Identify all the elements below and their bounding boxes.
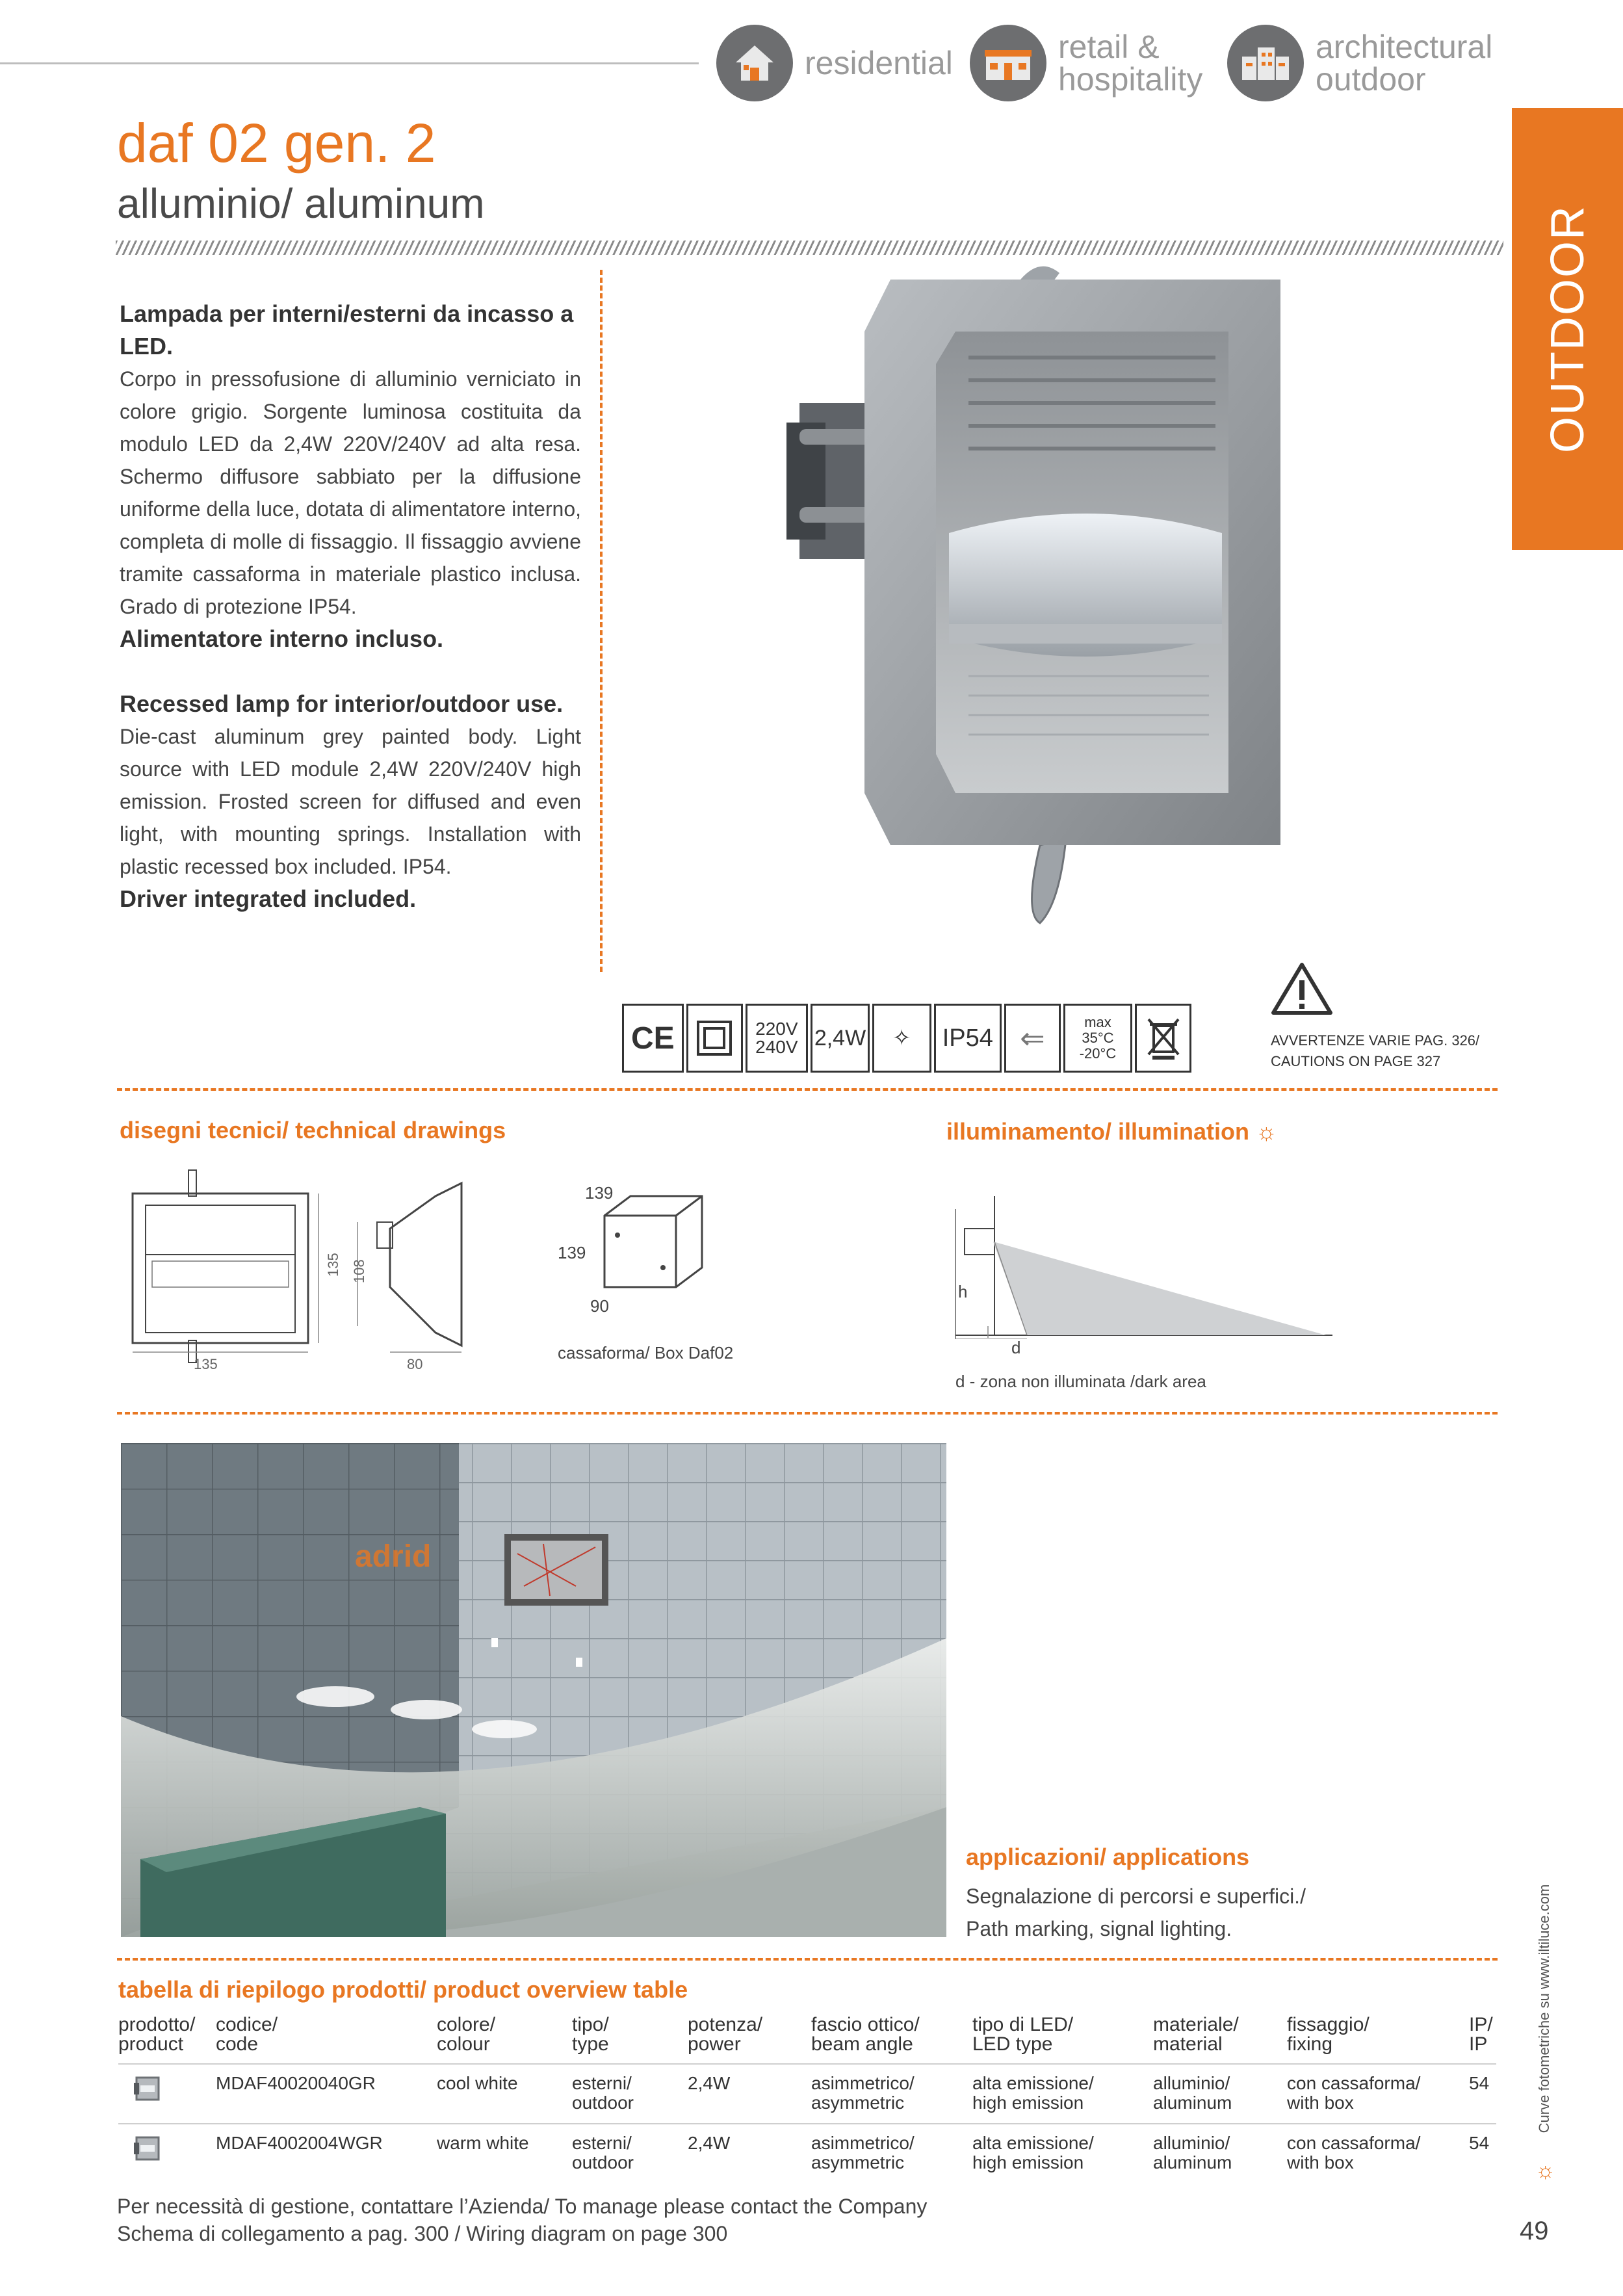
box-side-dim: 139: [558, 1243, 586, 1262]
front-height-dim: 135: [325, 1253, 341, 1277]
cell-led-type: alta emissione/ high emission: [972, 2133, 1094, 2172]
cell-fixing: con cassaforma/ with box: [1287, 2073, 1421, 2113]
description-it-footer: Alimentatore interno incluso.: [120, 625, 444, 652]
section-divider: [117, 1088, 1498, 1091]
station-sign: adrid: [355, 1539, 432, 1574]
table-rule: [118, 2063, 1496, 2065]
temperature-badge: max 35°C -20°C: [1063, 1004, 1132, 1073]
section-divider: [117, 1958, 1498, 1961]
box-depth-dim: 90: [590, 1296, 609, 1316]
arrow-left-icon: ⇐: [1004, 1004, 1061, 1073]
ce-mark: CE: [622, 1004, 684, 1073]
cell-colour: warm white: [437, 2133, 529, 2153]
applications-heading: applicazioni/ applications: [966, 1844, 1250, 1870]
illumination-h-label: h: [958, 1282, 968, 1301]
storefront-icon: [970, 25, 1046, 101]
cell-code: MDAF4002004WGR: [216, 2133, 383, 2153]
product-title: daf 02 gen. 2: [117, 112, 436, 174]
front-width-dim: 135: [194, 1356, 218, 1372]
building-icon: [1227, 25, 1304, 101]
box-caption: cassaforma/ Box Daf02: [558, 1343, 734, 1363]
category-retail[interactable]: [970, 25, 1202, 101]
table-heading: tabella di riepilogo prodotti/ product overview table: [118, 1976, 688, 2003]
footer-contact: Per necessità di gestione, contattare l’Azienda/ To manage please contact the Company: [117, 2195, 928, 2218]
applications-text: Segnalazione di percorsi e superfici./ Path marking, signal lighting.: [966, 1885, 1306, 1940]
description-english: [120, 688, 581, 915]
cell-power: 2,4W: [688, 2133, 731, 2153]
section-tab-outdoor[interactable]: OUTDOOR: [1512, 108, 1623, 550]
description-it-heading: Lampada per interni/esterni da incasso a LED.: [120, 300, 574, 359]
product-photo: [760, 260, 1293, 930]
warning-triangle-icon: [1271, 961, 1333, 1017]
cell-code: MDAF40020040GR: [216, 2073, 376, 2093]
illumination-d-label: d: [1011, 1338, 1021, 1357]
voltage-badge: 220V 240V: [746, 1004, 809, 1073]
sun-icon: ☼: [1256, 1118, 1278, 1145]
illumination-caption: d - zona non illuminata /dark area: [955, 1372, 1206, 1391]
th-material: materiale/ material: [1153, 2014, 1239, 2055]
th-product: prodotto/ product: [118, 2014, 196, 2055]
application-photo: [121, 1443, 946, 1937]
description-en-heading: Recessed lamp for interior/outdoor use.: [120, 690, 564, 717]
hatched-divider: [116, 241, 1503, 255]
section-divider: [117, 1412, 1498, 1415]
category-architectural-label: architectural outdoor: [1316, 29, 1493, 98]
category-retail-label: retail & hospitality: [1058, 29, 1203, 98]
product-thumbnail-icon: [133, 2133, 162, 2166]
certification-bar: [622, 1004, 1194, 1073]
table-header-row: [118, 2015, 1496, 2061]
th-led-type: tipo di LED/ LED type: [972, 2014, 1074, 2055]
description-en-body: Die-cast aluminum grey painted body. Light source with LED module 2,4W 220V/240V high emission. Frosted screen for diffused and even light, with mounting springs. Installation with plastic recessed box included. IP54.: [120, 725, 581, 878]
power-badge: 2,4W: [811, 1004, 870, 1073]
illumination-heading: illuminamento/ illumination ☼: [946, 1118, 1278, 1145]
side-view-drawing: [364, 1157, 468, 1372]
warning-text: AVVERTENZE VARIE PAG. 326/ CAUTIONS ON PAGE 327: [1271, 1032, 1480, 1069]
cell-material: alluminio/ aluminum: [1153, 2133, 1232, 2172]
recessed-box-drawing: [598, 1190, 708, 1307]
illumination-diagram: [949, 1183, 1339, 1339]
photometric-note: Curve fotometriche su www.iltiluce.com: [1536, 1884, 1552, 2133]
th-code: codice/ code: [216, 2014, 278, 2055]
description-italian: [120, 298, 581, 655]
cell-ip: 54: [1469, 2133, 1490, 2153]
cell-fixing: con cassaforma/ with box: [1287, 2133, 1421, 2172]
category-architectural[interactable]: [1227, 25, 1492, 101]
cell-power: 2,4W: [688, 2073, 731, 2093]
th-power: potenza/ power: [688, 2014, 763, 2055]
th-type: tipo/ type: [572, 2014, 609, 2055]
box-top-dim: 139: [585, 1183, 614, 1203]
th-beam: fascio ottico/ beam angle: [811, 2014, 920, 2055]
house-icon: [716, 25, 793, 101]
product-subtitle: alluminio/ aluminum: [117, 180, 485, 227]
sparkle-icon: ✧: [872, 1004, 931, 1073]
product-thumbnail-icon: [133, 2074, 162, 2106]
table-row[interactable]: [118, 2133, 1496, 2180]
table-rule: [118, 2123, 1496, 2124]
ip-rating-badge: IP54: [934, 1004, 1002, 1073]
category-residential[interactable]: [716, 25, 953, 101]
side-height-dim: 108: [351, 1259, 367, 1283]
vertical-divider: [600, 270, 603, 972]
side-depth-dim: 80: [407, 1356, 423, 1372]
sun-icon: ☼: [1535, 2158, 1556, 2183]
category-residential-label: residential: [805, 45, 953, 81]
header-rule: [0, 62, 699, 64]
cell-type: esterni/ outdoor: [572, 2133, 634, 2172]
cell-colour: cool white: [437, 2073, 518, 2093]
th-fixing: fissaggio/ fixing: [1287, 2014, 1370, 2055]
drawings-heading: disegni tecnici/ technical drawings: [120, 1117, 506, 1143]
cell-led-type: alta emissione/ high emission: [972, 2073, 1094, 2113]
description-it-body: Corpo in pressofusione di alluminio verniciato in colore grigio. Sorgente luminosa costituita da modulo LED da 2,4W 220V/240V ad alta resa. Schermo diffusore sabbiato per la diffusione uniforme della luce, dotata di alimentatore interno, completa di molle di fissaggio. Il fissaggio avviene tramite cassaforma in materiale plastico inclusa. Grado di protezione IP54.: [120, 367, 581, 618]
page-number: 49: [1520, 2217, 1549, 2245]
cell-beam: asimmetrico/ asymmetric: [811, 2073, 915, 2113]
weee-bin-icon: [1135, 1004, 1191, 1073]
th-colour: colore/ colour: [437, 2014, 496, 2055]
th-ip: IP/ IP: [1469, 2014, 1493, 2055]
cell-beam: asimmetrico/ asymmetric: [811, 2133, 915, 2172]
description-en-footer: Driver integrated included.: [120, 885, 417, 912]
cell-material: alluminio/ aluminum: [1153, 2073, 1232, 2113]
footer-wiring: Schema di collegamento a pag. 300 / Wiring diagram on page 300: [117, 2222, 728, 2245]
cell-ip: 54: [1469, 2073, 1490, 2093]
table-row[interactable]: [118, 2074, 1496, 2120]
cell-type: esterni/ outdoor: [572, 2073, 634, 2113]
double-insulation-icon: [686, 1004, 743, 1073]
